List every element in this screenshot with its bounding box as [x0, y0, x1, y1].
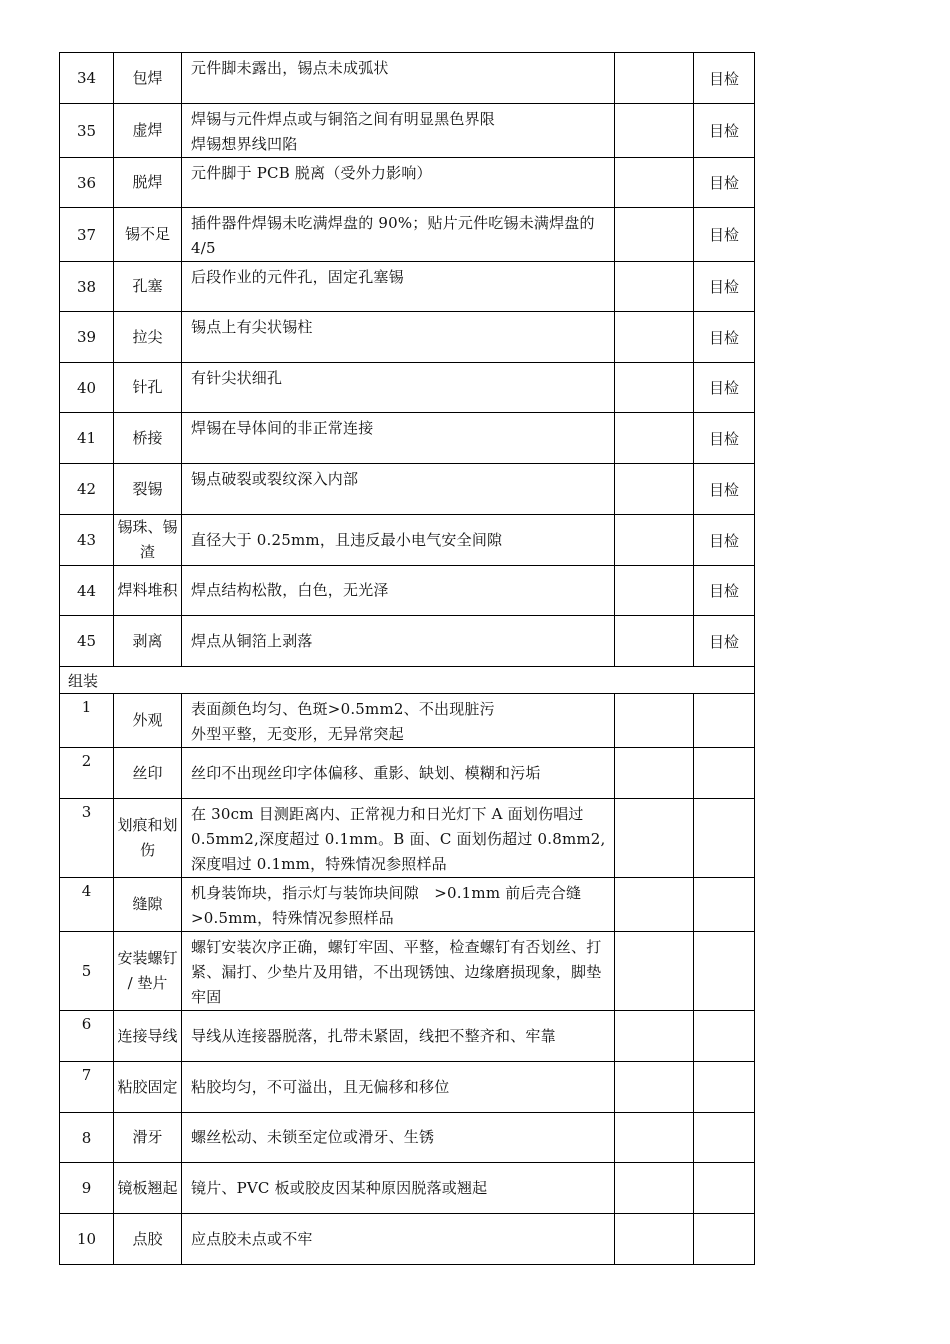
table-row — [60, 262, 755, 312]
blank-cell — [615, 878, 694, 932]
row-number: 36 — [60, 158, 114, 208]
defect-name: 脱焊 — [114, 158, 182, 208]
blank-cell — [615, 616, 694, 667]
row-number: 10 — [60, 1214, 114, 1265]
row-number: 40 — [60, 363, 114, 413]
row-number: 35 — [60, 104, 114, 158]
blank-cell — [615, 312, 694, 363]
defect-name: 剥离 — [114, 616, 182, 667]
blank-cell — [615, 1113, 694, 1163]
inspection-method: 目检 — [694, 312, 755, 363]
defect-name: 滑牙 — [114, 1113, 182, 1163]
table-row — [60, 616, 755, 667]
table-row — [60, 464, 755, 515]
defect-name: 针孔 — [114, 363, 182, 413]
table-row — [60, 363, 755, 413]
defect-name: 点胶 — [114, 1214, 182, 1265]
table-row — [60, 515, 755, 566]
row-number: 9 — [60, 1163, 114, 1214]
defect-description: 锡点上有尖状锡柱 — [182, 312, 615, 363]
blank-cell — [615, 1163, 694, 1214]
row-number: 43 — [60, 515, 114, 566]
defect-description: 锡点破裂或裂纹深入内部 — [182, 464, 615, 515]
blank-cell — [615, 1011, 694, 1062]
blank-cell — [615, 363, 694, 413]
row-number: 42 — [60, 464, 114, 515]
inspection-table — [59, 52, 755, 1265]
inspection-method: 目检 — [694, 104, 755, 158]
defect-name: 裂锡 — [114, 464, 182, 515]
defect-name: 安装螺钉 / 垫片 — [114, 932, 182, 1011]
defect-description: 螺钉安装次序正确，螺钉牢固、平整，检查螺钉有否划丝、打紧、漏打、少垫片及用错，不出现锈蚀、边缘磨损现象，脚垫牢固 — [182, 932, 615, 1011]
inspection-method — [694, 1163, 755, 1214]
inspection-method: 目检 — [694, 566, 755, 616]
defect-description: 在 30cm 目测距离内、正常视力和日光灯下 A 面划伤唱过 0.5mm2,深度超过 0.1mm。B 面、C 面划伤超过 0.8mm2,深度唱过 0.1mm，特殊情况参照样品 — [182, 799, 615, 878]
table-row — [60, 53, 755, 104]
inspection-method: 目检 — [694, 515, 755, 566]
defect-name: 缝隙 — [114, 878, 182, 932]
row-number: 34 — [60, 53, 114, 104]
row-number: 4 — [60, 878, 114, 932]
table-row — [60, 1113, 755, 1163]
defect-description: 焊点从铜箔上剥落 — [182, 616, 615, 667]
inspection-method: 目检 — [694, 413, 755, 464]
inspection-method — [694, 932, 755, 1011]
row-number: 39 — [60, 312, 114, 363]
inspection-method: 目检 — [694, 464, 755, 515]
defect-name: 桥接 — [114, 413, 182, 464]
defect-description: 粘胶均匀，不可溢出，且无偏移和移位 — [182, 1062, 615, 1113]
inspection-method — [694, 1011, 755, 1062]
row-number: 1 — [60, 694, 114, 748]
defect-name: 包焊 — [114, 53, 182, 104]
row-number: 8 — [60, 1113, 114, 1163]
inspection-method: 目检 — [694, 158, 755, 208]
defect-name: 焊料堆积 — [114, 566, 182, 616]
defect-description: 元件脚于 PCB 脱离（受外力影响） — [182, 158, 615, 208]
defect-name: 丝印 — [114, 748, 182, 799]
defect-description: 插件器件焊锡未吃满焊盘的 90%；贴片元件吃锡未满焊盘的 4/5 — [182, 208, 615, 262]
defect-name: 虚焊 — [114, 104, 182, 158]
table-row — [60, 932, 755, 1011]
table-row — [60, 104, 755, 158]
row-number: 37 — [60, 208, 114, 262]
defect-name: 锡不足 — [114, 208, 182, 262]
blank-cell — [615, 104, 694, 158]
table-row — [60, 158, 755, 208]
defect-description: 后段作业的元件孔，固定孔塞锡 — [182, 262, 615, 312]
defect-description: 直径大于 0.25mm，且违反最小电气安全间隙 — [182, 515, 615, 566]
defect-description: 焊锡与元件焊点或与铜箔之间有明显黑色界限 焊锡想界线凹陷 — [182, 104, 615, 158]
blank-cell — [615, 932, 694, 1011]
row-number: 45 — [60, 616, 114, 667]
blank-cell — [615, 748, 694, 799]
defect-name: 外观 — [114, 694, 182, 748]
defect-description: 螺丝松动、未锁至定位或滑牙、生锈 — [182, 1113, 615, 1163]
defect-name: 孔塞 — [114, 262, 182, 312]
inspection-method: 目检 — [694, 363, 755, 413]
table-row — [60, 566, 755, 616]
inspection-method: 目检 — [694, 616, 755, 667]
section-title: 组装 — [60, 667, 755, 694]
defect-description: 导线从连接器脱落，扎带未紧固，线把不整齐和、牢靠 — [182, 1011, 615, 1062]
blank-cell — [615, 208, 694, 262]
defect-description: 机身装饰块，指示灯与装饰块间隙 >0.1mm 前后壳合缝>0.5mm，特殊情况参照样品 — [182, 878, 615, 932]
defect-name: 锡珠、锡渣 — [114, 515, 182, 566]
table-row — [60, 694, 755, 748]
row-number: 5 — [60, 932, 114, 1011]
defect-description: 焊锡在导体间的非正常连接 — [182, 413, 615, 464]
inspection-method — [694, 1062, 755, 1113]
table-row — [60, 878, 755, 932]
blank-cell — [615, 53, 694, 104]
inspection-method — [694, 878, 755, 932]
defect-description: 元件脚未露出，锡点未成弧状 — [182, 53, 615, 104]
blank-cell — [615, 158, 694, 208]
defect-description: 应点胶未点或不牢 — [182, 1214, 615, 1265]
table-row — [60, 1062, 755, 1113]
defect-name: 镜板翘起 — [114, 1163, 182, 1214]
table-row — [60, 799, 755, 878]
inspection-method — [694, 1113, 755, 1163]
defect-description: 镜片、PVC 板或胶皮因某种原因脱落或翘起 — [182, 1163, 615, 1214]
table-row — [60, 208, 755, 262]
blank-cell — [615, 1062, 694, 1113]
row-number: 6 — [60, 1011, 114, 1062]
table-row — [60, 312, 755, 363]
blank-cell — [615, 464, 694, 515]
defect-name: 拉尖 — [114, 312, 182, 363]
row-number: 2 — [60, 748, 114, 799]
defect-name: 连接导线 — [114, 1011, 182, 1062]
blank-cell — [615, 413, 694, 464]
table-row — [60, 1163, 755, 1214]
section-header-row — [60, 667, 755, 694]
defect-name: 粘胶固定 — [114, 1062, 182, 1113]
inspection-method: 目检 — [694, 208, 755, 262]
table-row — [60, 1214, 755, 1265]
blank-cell — [615, 515, 694, 566]
defect-description: 表面颜色均匀、色斑>0.5mm2、不出现脏污 外型平整，无变形，无异常突起 — [182, 694, 615, 748]
row-number: 3 — [60, 799, 114, 878]
row-number: 7 — [60, 1062, 114, 1113]
defect-description: 焊点结构松散，白色，无光泽 — [182, 566, 615, 616]
table-row — [60, 413, 755, 464]
row-number: 38 — [60, 262, 114, 312]
row-number: 41 — [60, 413, 114, 464]
inspection-method — [694, 799, 755, 878]
table-row — [60, 748, 755, 799]
blank-cell — [615, 262, 694, 312]
defect-description: 丝印不出现丝印字体偏移、重影、缺划、模糊和污垢 — [182, 748, 615, 799]
table-row — [60, 1011, 755, 1062]
inspection-method — [694, 694, 755, 748]
inspection-method: 目检 — [694, 262, 755, 312]
inspection-method — [694, 1214, 755, 1265]
blank-cell — [615, 566, 694, 616]
blank-cell — [615, 799, 694, 878]
inspection-method: 目检 — [694, 53, 755, 104]
blank-cell — [615, 1214, 694, 1265]
defect-description: 有针尖状细孔 — [182, 363, 615, 413]
inspection-method — [694, 748, 755, 799]
row-number: 44 — [60, 566, 114, 616]
defect-name: 划痕和划伤 — [114, 799, 182, 878]
blank-cell — [615, 694, 694, 748]
